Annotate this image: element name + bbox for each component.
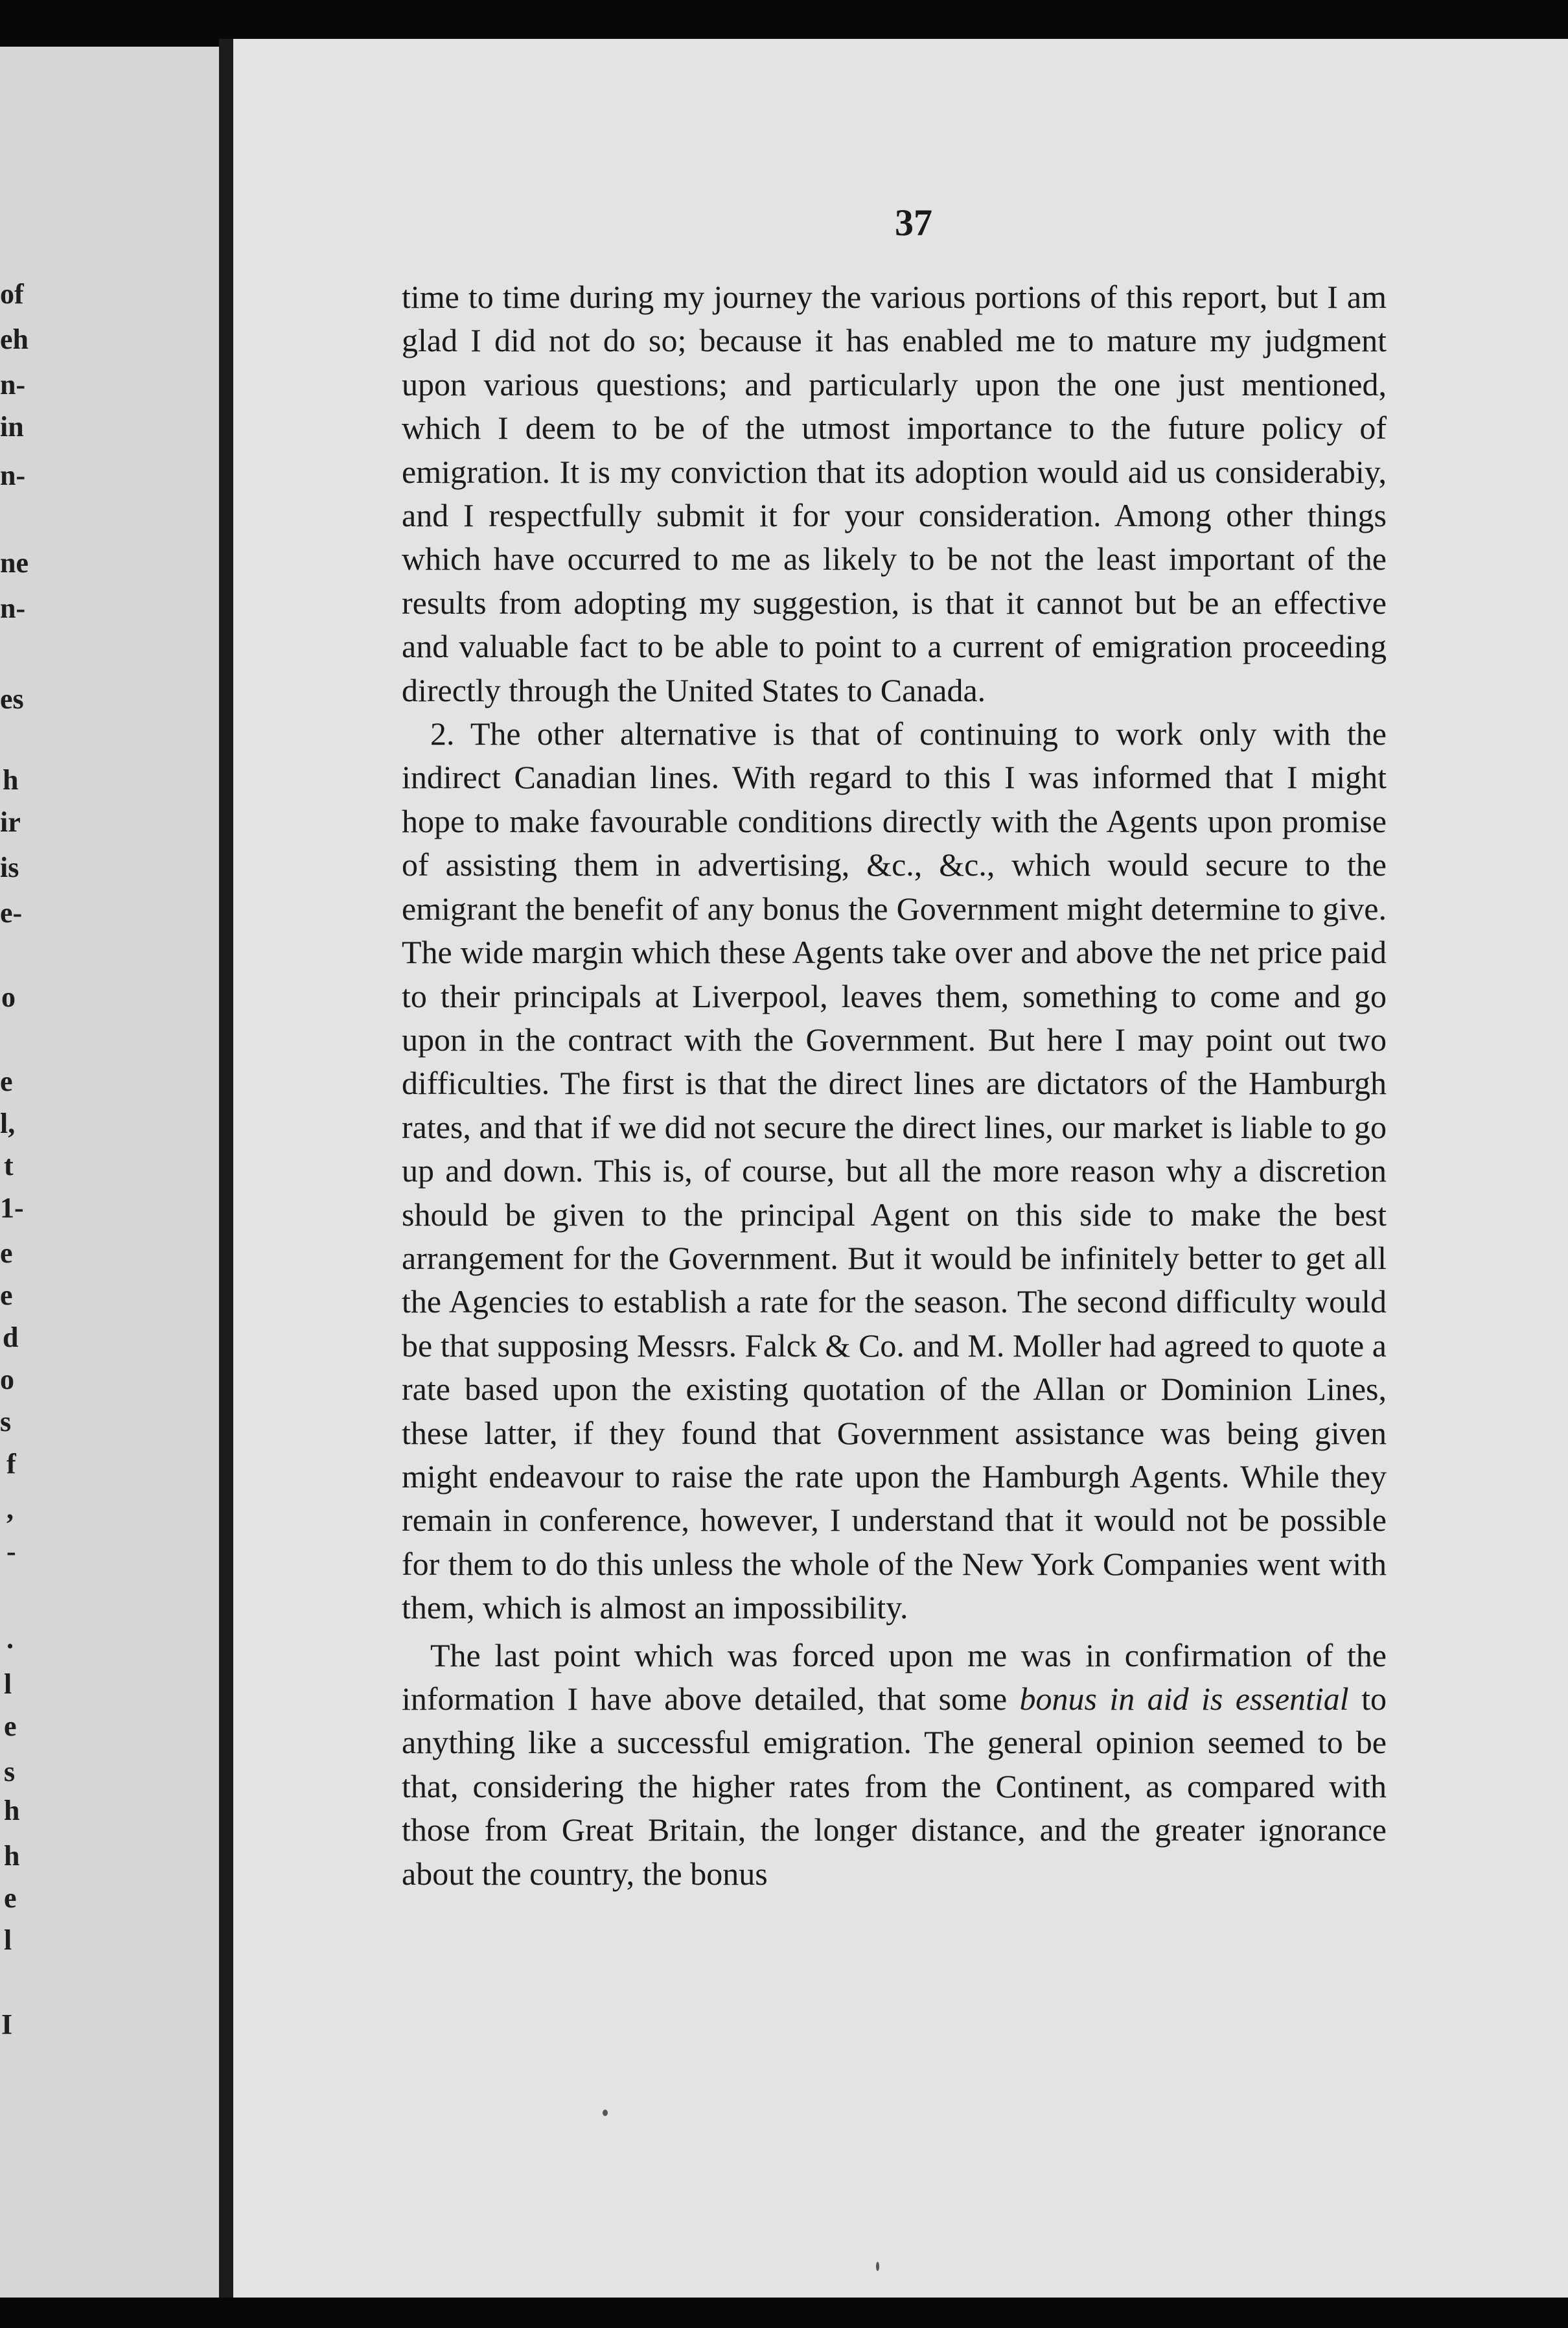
facing-page-fragment: 1- xyxy=(0,1192,24,1224)
facing-page-fragment: f xyxy=(6,1448,16,1480)
facing-page-fragment: I xyxy=(1,2008,13,2040)
facing-page-fragment: , xyxy=(6,1493,14,1525)
paragraph-last-point-tail: to anything like a successful emigration. The general opinion seemed to be that, considering the higher rates from the Continent, as compared with those from Great Britain, the longer distance, and the greater ignorance about the country, the bonus xyxy=(402,1681,1387,1892)
facing-page-fragment: s xyxy=(4,1756,16,1787)
paragraph-last-point xyxy=(402,1634,1387,1896)
ink-speck xyxy=(876,2262,879,2271)
facing-page-fragment: - xyxy=(6,1535,16,1567)
facing-page-fragment: e xyxy=(4,1710,17,1742)
bottom-dark-border xyxy=(0,2298,1568,2328)
facing-page-fragment: eh xyxy=(0,323,29,355)
facing-page-fragment: n- xyxy=(0,369,26,401)
facing-page-fragment: n- xyxy=(0,460,26,491)
facing-page-fragment: o xyxy=(1,981,16,1013)
facing-page-fragment: ne xyxy=(0,547,29,579)
facing-page-fragment: e- xyxy=(0,897,23,929)
facing-page-fragment: o xyxy=(0,1364,14,1395)
paragraph-last-point-lead: The last point which was forced upon me was in confirmation of the information I have above detailed, that some xyxy=(402,1636,1387,1717)
facing-page-fragment: d xyxy=(3,1321,19,1353)
facing-page-fragment: n- xyxy=(0,592,26,624)
facing-page-fragment: l xyxy=(4,1924,12,1956)
facing-page-fragment: h xyxy=(4,1840,20,1872)
facing-page-fragment: h xyxy=(3,764,19,796)
facing-page-fragment: is xyxy=(0,852,19,883)
facing-page-fragment: l, xyxy=(0,1108,16,1139)
facing-page-fragment: ir xyxy=(0,806,21,838)
facing-page-fragment: e xyxy=(0,1237,13,1269)
facing-page-fragment: e xyxy=(0,1279,13,1311)
facing-page-fragment: es xyxy=(0,683,24,715)
page-number: 37 xyxy=(895,202,932,244)
facing-page-fragment: h xyxy=(4,1795,20,1826)
page-gutter xyxy=(219,39,233,2307)
paragraph-alternative: 2. The other alternative is that of continuing to work only with the indirect Canadian lines. With regard to this I was informed that I might hope to make favourable conditions directly with the Agents upon promise of assisting them in advertising, &c., &c., which would secure to the emigrant the benefit of any bonus the Government might determine to give. The wide margin which these Agents take over and above the net price paid to their principals at Liverpool, leaves them, something to come and go upon in the contract with the Government. But here I may point out two difficulties. The first is that the direct lines are dictators of the Hamburgh rates, and that if we did not secure the direct lines, our market is liable to go up and down. This is, of course, but all the more reason why a discretion should be given to the principal Agent on this side to make the best arrangement for the Government. But it would be infinitely better to get all the Agencies to establish a rate for the season. The second difficulty would be that supposing Messrs. Falck & Co. and M. Moller had agreed to quote a rate based upon the existing quotation of the Allan or Dominion Lines, these latter, if they found that Government assistance was being given might endeavour to raise the rate upon the Hamburgh Agents. While they remain in conference, however, I understand that it would not be possible for them to do this unless the whole of the New York Companies went with them, which is almost an impossibility. xyxy=(402,716,1387,1626)
facing-page-edge xyxy=(0,47,219,2302)
paragraph-continued: time to time during my journey the various portions of this report, but I am glad I did not do so; because it has enabled me to mature my judgment upon various questions; and particularly upon the one just mentioned, which I deem to be of the utmost importance to the future policy of emigration. It is my conviction that its adoption would aid us considerabiy, and I respectfully submit it for your consideration. Among other things which have occurred to me as likely to be not the least important of the results from adopting my suggestion, is that it cannot but be an effective and valuable fact to be able to point to a current of emigration proceeding directly through the United States to Canada. xyxy=(402,279,1387,708)
facing-page-fragment: of xyxy=(0,278,24,310)
body-text xyxy=(402,275,1387,1896)
facing-page-fragment: e xyxy=(0,1065,13,1097)
facing-page-fragment: l xyxy=(4,1668,12,1700)
facing-page-fragment: in xyxy=(0,411,24,443)
emphasis-bonus-essential: bonus in aid is essential xyxy=(1019,1681,1349,1717)
facing-page-fragment: s xyxy=(0,1406,12,1438)
ink-speck xyxy=(603,2110,608,2116)
facing-page-fragment: e xyxy=(4,1882,17,1914)
facing-page-fragment: . xyxy=(6,1623,14,1655)
facing-page-fragments xyxy=(0,47,219,2302)
facing-page-fragment: t xyxy=(4,1150,14,1181)
